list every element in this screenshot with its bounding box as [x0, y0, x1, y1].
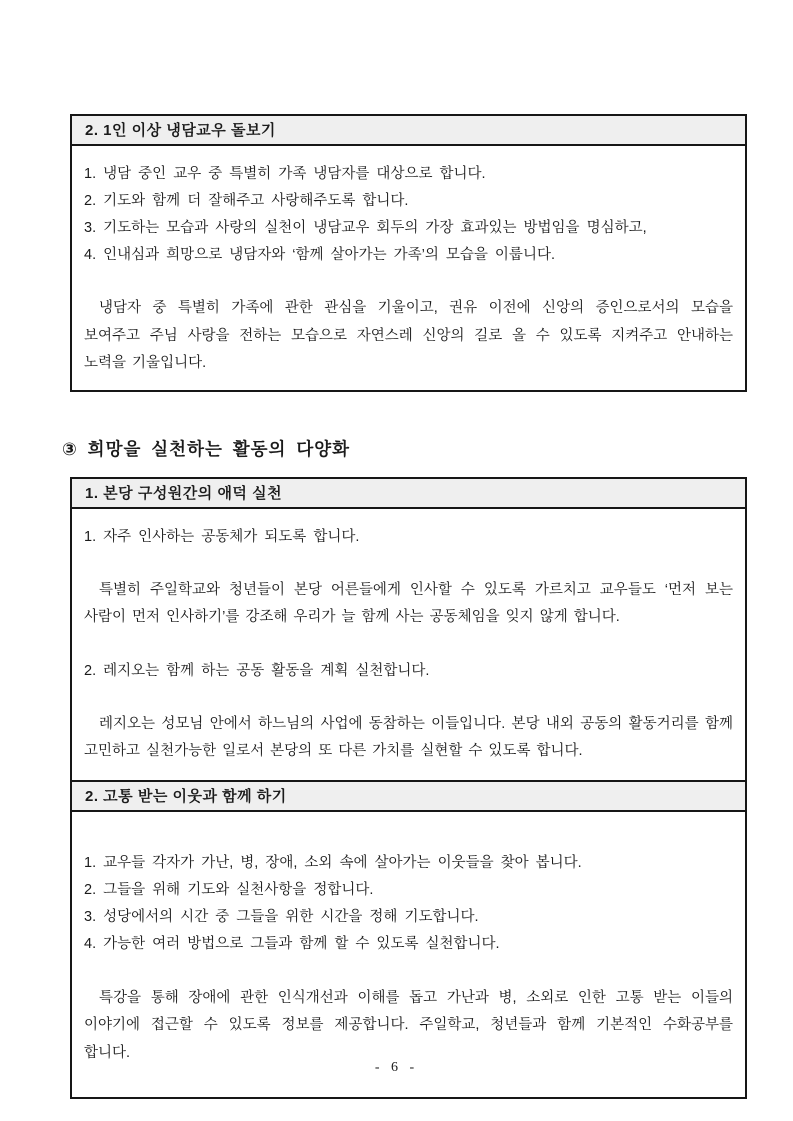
- paragraph: 레지오는 성모님 안에서 하느님의 사업에 동참하는 이들입니다. 본당 내외 공동의 활동거리를 함께 고민하고 실천가능한 일로서 본당의 또 다른 가치를 실현할 수 있도록 합니다.: [84, 715, 733, 759]
- paragraph: 특강을 통해 장애에 관한 인식개선과 이해를 돕고 가난과 병, 소외로 인한 고통 받는 이들의 이야기에 접근할 수 있도록 정보를 제공합니다. 주일학교, 청년들과 함께 기본적인 수화공부를 합니다.: [84, 989, 733, 1061]
- list-item: 2. 그들을 위해 기도와 실천사항을 정합니다.: [84, 881, 374, 898]
- section-header-neglected-members: 2. 1인 이상 냉담교우 돌보기: [72, 116, 745, 146]
- section-header-charity-practice: 1. 본당 구성원간의 애덕 실천: [72, 479, 745, 509]
- list-item: 3. 기도하는 모습과 사랑의 실천이 냉담교우 회두의 가장 효과있는 방법임을 명심하고,: [84, 220, 647, 236]
- heading-hope-activities: ③ 희망을 실천하는 활동의 다양화: [62, 438, 351, 459]
- list-item: 2. 기도와 함께 더 잘해주고 사랑해주도록 합니다.: [84, 193, 409, 209]
- section-neglected-members-box: [70, 114, 747, 392]
- list-item: 1. 교우들 각자가 가난, 병, 장애, 소외 속에 살아가는 이웃들을 찾아 봅니다.: [84, 854, 582, 871]
- list-item: 2. 레지오는 함께 하는 공동 활동을 계획 실천합니다.: [84, 662, 430, 679]
- paragraph: 특별히 주일학교와 청년들이 본당 어른들에게 인사할 수 있도록 가르치고 교우들도 ‘먼저 보는 사람이 먼저 인사하기’를 강조해 우리가 늘 함께 사는 공동체임을 잊지 않게 합니다.: [84, 581, 733, 625]
- section-hope-activities-box: [70, 477, 747, 1100]
- section-body-neglected-members: [72, 146, 745, 390]
- document-content: [62, 0, 747, 1099]
- paragraph: 냉담자 중 특별히 가족에 관한 관심을 기울이고, 권유 이전에 신앙의 증인으로서의 모습을 보여주고 주님 사랑을 전하는 모습으로 자연스레 신앙의 길로 올 수 있도록 지켜주고 안내하는 노력을 기울입니다.: [84, 300, 733, 371]
- list-item: 4. 인내심과 희망으로 냉담자와 ‘함께 살아가는 가족’의 모습을 이룹니다.: [84, 247, 555, 263]
- list-item: 1. 자주 인사하는 공동체가 되도록 합니다.: [84, 528, 360, 545]
- list-item: 4. 가능한 여러 방법으로 그들과 함께 할 수 있도록 실천합니다.: [84, 935, 500, 952]
- section-body-charity-practice: [72, 509, 745, 780]
- section-body-suffering-neighbors: [72, 812, 745, 1098]
- list-item: 3. 성당에서의 시간 중 그들을 위한 시간을 정해 기도합니다.: [84, 908, 479, 925]
- list-item: 1. 냉담 중인 교우 중 특별히 가족 냉담자를 대상으로 합니다.: [84, 166, 486, 182]
- page-number: - 6 -: [374, 1060, 419, 1075]
- section-header-suffering-neighbors: 2. 고통 받는 이웃과 함께 하기: [72, 780, 745, 812]
